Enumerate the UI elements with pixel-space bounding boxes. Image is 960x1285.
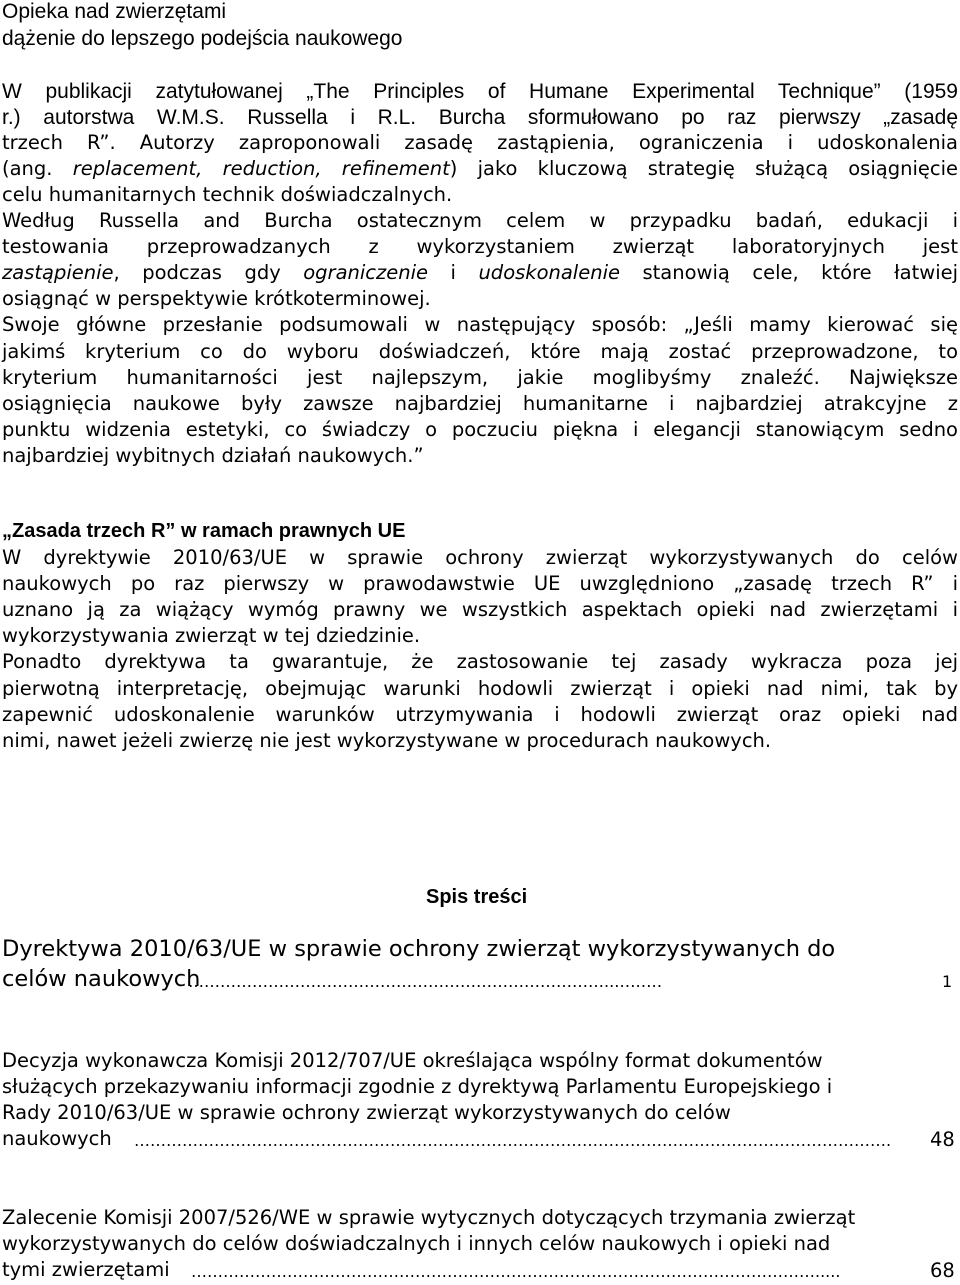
intro-line-4: (ang. replacement, reduction, refinement) jako kluczową strategię służącą osiągnięcie [2,157,958,180]
para3-line-6: najbardziej wybitnych działań naukowych.” [2,444,424,467]
document-title: Opieka nad zwierzętami [2,0,227,23]
ue-p2-line-4: nimi, nawet jeżeli zwierzę nie jest wykorzystywane w procedurach naukowych. [2,729,772,752]
toc-entry-line: tymi zwierzętami [2,1258,170,1281]
para3-line-4: osiągnięcia naukowe były zawsze najbardziej humanitarne i najbardziej atrakcyjne z [2,392,958,415]
intro-line-5: celu humanitarnych technik doświadczalnych. [2,183,453,206]
ue-p1-line-2: naukowych po raz pierwszy w prawodawstwie UE uwzględniono „zasadę trzech R” i [2,572,958,595]
para2-line-2: testowania przeprowadzanych z wykorzystaniem zwierząt laboratoryjnych jest [2,235,958,258]
toc-leader: ……………………………………………………………………..……… [188,972,663,991]
para3-line-2: jakimś kryterium co do wyboru doświadczeń, które mają zostać przeprowadzone, to [2,340,958,363]
para2-line-4: osiągnąć w perspektywie krótkoterminowej. [2,287,431,310]
toc-entry-line: wykorzystywanych do celów doświadczalnych i innych celów naukowych i opieki nad [2,1232,831,1255]
intro-line-1: W publikacji zatytułowanej „The Principles of Humane Experimental Technique” (1959 [2,80,958,103]
para3-line-5: punktu widzenia estetyki, co świadczy o poczuciu piękna i elegancji stanowiącym sedno [2,418,958,441]
para3-line-3: kryterium humanitarności jest najlepszym, jakie moglibyśmy znaleźć. Największe [2,366,958,389]
toc-entry-line: naukowych [2,1127,112,1150]
toc-entry-line: Dyrektywa 2010/63/UE w sprawie ochrony zwierząt wykorzystywanych do [2,936,836,962]
toc-entry-line: Zalecenie Komisji 2007/526/WE w sprawie wytycznych dotyczących trzymania zwierząt [2,1206,856,1229]
para2-line-3: zastąpienie, podczas gdy ograniczenie i udoskonalenie stanowią cele, które łatwiej [2,261,959,284]
ue-p2-line-1: Ponadto dyrektywa ta gwarantuje, że zastosowanie tej zasady wykracza poza jej [2,650,958,673]
toc-page-number: 68 [930,1259,955,1282]
ue-p1-line-1: W dyrektywie 2010/63/UE w sprawie ochrony zwierząt wykorzystywanych do celów [2,546,958,569]
toc-leader: ………………………………………………………………………………………………………..... [191,1262,841,1281]
section-heading: „Zasada trzech R” w ramach prawnych UE [2,520,406,542]
toc-leader: ……………………………………………………………………………………………………………………………. [134,1131,892,1150]
toc-entry-line: służących przekazywaniu informacji zgodnie z dyrektywą Parlamentu Europejskiego i [2,1075,833,1098]
toc-page-number: 48 [930,1128,955,1151]
ue-p2-line-2: pierwotną interpretację, obejmując warunki hodowli zwierząt i opieki nad nimi, tak by [2,677,958,700]
intro-line-2: r.) autorstwa W.M.S. Russella i R.L. Burcha sformułowano po raz pierwszy „zasadę [2,106,958,129]
intro-term-english: replacement, reduction, refinement [72,157,450,180]
para3-line-1: Swoje główne przesłanie podsumowali w następujący sposób: „Jeśli mamy kierować się [2,313,958,336]
toc-entry-line: Rady 2010/63/UE w sprawie ochrony zwierząt wykorzystywanych do celów [2,1101,731,1124]
toc-entry-line: Decyzja wykonawcza Komisji 2012/707/UE określająca wspólny format dokumentów [2,1049,823,1072]
ue-p1-line-3: uznano ją za wiążący wymóg prawny we wszystkich aspektach opieki nad zwierzętami i [2,598,958,621]
document-subtitle: dążenie do lepszego podejścia naukowego [2,27,403,50]
intro-line-3: trzech R”. Autorzy zaproponowali zasadę zastąpienia, ograniczenia i udoskonalenia [2,131,958,154]
ue-p1-line-4: wykorzystywania zwierząt w tej dziedzinie. [2,624,421,647]
ue-p2-line-3: zapewnić udoskonalenie warunków utrzymywania i hodowli zwierząt oraz opieki nad [2,703,958,726]
toc-entry-line: celów naukowych [2,966,201,992]
toc-title: Spis treści [426,886,528,908]
para2-line-1: Według Russella and Burcha ostatecznym celem w przypadku badań, edukacji i [2,209,958,232]
toc-page-number: 1 [942,972,953,991]
